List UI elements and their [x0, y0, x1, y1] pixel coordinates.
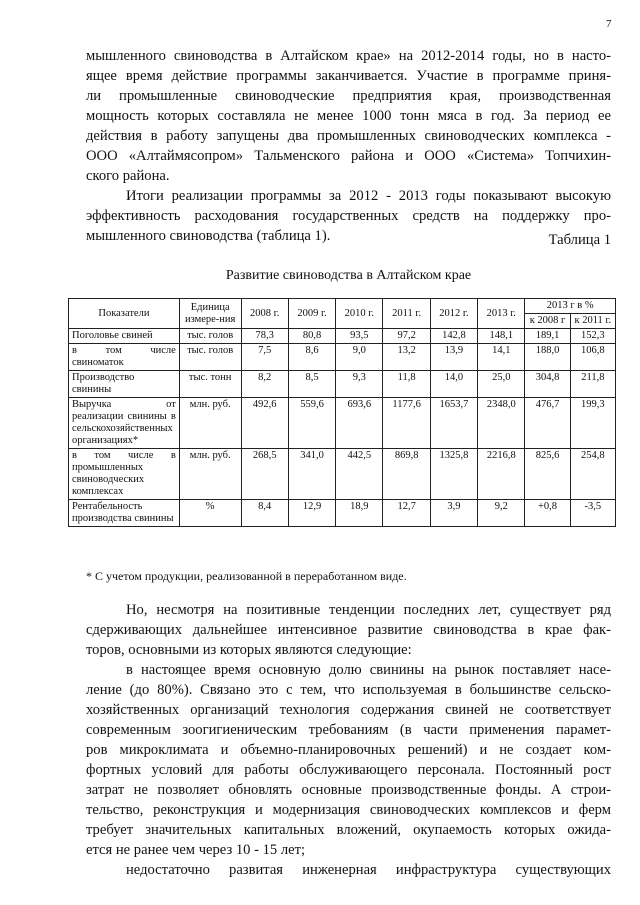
cell-value: 8,2	[241, 371, 288, 398]
row-unit: млн. руб.	[179, 449, 241, 500]
row-unit: млн. руб.	[179, 398, 241, 449]
cell-value: 304,8	[525, 371, 570, 398]
row-unit: тыс. тонн	[179, 371, 241, 398]
row-label: Выручка от реализации свинины в сельскохозяйственных организациях*	[69, 398, 180, 449]
cell-value: 12,9	[288, 500, 335, 527]
cell-value: 254,8	[570, 449, 615, 500]
header-year: 2010 г.	[336, 299, 383, 329]
cell-value: 11,8	[383, 371, 430, 398]
text-line: мышленного свиноводства (таблица 1).	[86, 228, 331, 244]
text-line: Итоги реализации программы за 2012 - 2013 годы показывают высокую	[126, 188, 611, 204]
cell-value: 8,6	[288, 344, 335, 371]
header-unit: Единица измере-ния	[179, 299, 241, 329]
cell-value: 1177,6	[383, 398, 430, 449]
row-label: Рентабельность производства свинины	[69, 500, 180, 527]
header-indicators: Показатели	[69, 299, 180, 329]
cell-value: 492,6	[241, 398, 288, 449]
cell-value: 189,1	[525, 329, 570, 344]
row-label: в том числе в промышленных свиноводческих комплексах	[69, 449, 180, 500]
cell-value: 1325,8	[430, 449, 477, 500]
cell-value: 199,3	[570, 398, 615, 449]
cell-value: 152,3	[570, 329, 615, 344]
text-line: в настоящее время основную долю свинины на рынок поставляет насе-	[126, 662, 611, 678]
table-row	[69, 449, 616, 500]
table-label: Таблица 1	[548, 232, 611, 248]
cell-value: 2348,0	[478, 398, 525, 449]
text-line: ящее время действие программы заканчивается. Участие в программе приня-	[86, 68, 611, 84]
row-label: Производство свинины	[69, 371, 180, 398]
table-row	[69, 371, 616, 398]
table-title: Развитие свиноводства в Алтайском крае	[225, 268, 472, 283]
cell-value: 9,3	[336, 371, 383, 398]
row-unit: тыс. голов	[179, 344, 241, 371]
table-footnote: * С учетом продукции, реализованной в переработанном виде.	[86, 569, 407, 583]
text-line: действия в работу запущены два промышленных свиноводческих комплекса -	[86, 128, 611, 144]
cell-value: 148,1	[478, 329, 525, 344]
cell-value: 9,2	[478, 500, 525, 527]
cell-value: 188,0	[525, 344, 570, 371]
cell-value: 3,9	[430, 500, 477, 527]
cell-value: 442,5	[336, 449, 383, 500]
text-line: хозяйственных организаций технология содержания свиней не соответствует	[86, 702, 611, 718]
cell-value: 7,5	[241, 344, 288, 371]
cell-value: 476,7	[525, 398, 570, 449]
row-unit: %	[179, 500, 241, 527]
cell-value: 8,5	[288, 371, 335, 398]
cell-value: 80,8	[288, 329, 335, 344]
text-line: тельство, реконструкция и модернизация свиноводческих комплексов и ферм	[86, 802, 611, 818]
text-line: мощность которых составляла не менее 1000 тонн мяса в год. За период ее	[86, 108, 611, 124]
table-row	[69, 500, 616, 527]
cell-value: 78,3	[241, 329, 288, 344]
cell-value: 97,2	[383, 329, 430, 344]
cell-value: 25,0	[478, 371, 525, 398]
header-year: 2009 г.	[288, 299, 335, 329]
cell-value: 142,8	[430, 329, 477, 344]
cell-value: 9,0	[336, 344, 383, 371]
header-year: 2011 г.	[383, 299, 430, 329]
text-line: ли промышленные свиноводческие предприятия края, производственная	[86, 88, 611, 104]
page-number: 7	[606, 18, 612, 30]
cell-value: 825,6	[525, 449, 570, 500]
cell-value: +0,8	[525, 500, 570, 527]
cell-value: 13,2	[383, 344, 430, 371]
text-line: Но, несмотря на позитивные тенденции последних лет, существует ряд	[126, 602, 611, 618]
table-row	[69, 329, 616, 344]
text-line: ров микроклимата и объемно-планировочных решений) и не создает ком-	[86, 742, 611, 758]
pig-farming-table	[68, 298, 616, 527]
cell-value: 18,9	[336, 500, 383, 527]
table-row	[69, 398, 616, 449]
text-line: фортных условий для работы обслуживающего персонала. Постоянный рост	[86, 762, 611, 778]
row-unit: тыс. голов	[179, 329, 241, 344]
text-line: современным зоогигиеническим требованиям (в части применения парамет-	[86, 722, 611, 738]
cell-value: 341,0	[288, 449, 335, 500]
table-row	[69, 344, 616, 371]
cell-value: -3,5	[570, 500, 615, 527]
row-label: Поголовье свиней	[69, 329, 180, 344]
text-line: мышленного свиноводства в Алтайском крае» на 2012-2014 годы, но в насто-	[86, 48, 611, 64]
cell-value: 693,6	[336, 398, 383, 449]
text-line: недостаточно развитая инженерная инфраструктура существующих	[126, 862, 611, 878]
header-pct-2008: к 2008 г	[525, 314, 570, 329]
text-line: затрат не позволяет обновлять основные производственные фонды. А строи-	[86, 782, 611, 798]
cell-value: 268,5	[241, 449, 288, 500]
text-line: требует значительных капитальных вложений, окупаемость которых ожида-	[86, 822, 611, 838]
intro-paragraph	[86, 46, 611, 186]
cell-value: 1653,7	[430, 398, 477, 449]
text-line: ется не ранее чем через 10 - 15 лет;	[86, 842, 306, 858]
text-line: ООО «Алтаймясопром» Тальменского района и ООО «Система» Топчихин-	[86, 148, 611, 164]
header-pct-2011: к 2011 г.	[570, 314, 615, 329]
cell-value: 2216,8	[478, 449, 525, 500]
text-line: эффективность расходования государственных средств на поддержку про-	[86, 208, 611, 224]
text-line: сдерживающих дальнейшее интенсивное развитие свиноводства в крае фак-	[86, 622, 611, 638]
header-year: 2008 г.	[241, 299, 288, 329]
cell-value: 559,6	[288, 398, 335, 449]
header-year: 2013 г.	[478, 299, 525, 329]
cell-value: 13,9	[430, 344, 477, 371]
table-body	[69, 329, 616, 527]
row-label: в том числе свиноматок	[69, 344, 180, 371]
body-paragraph	[86, 600, 611, 880]
cell-value: 869,8	[383, 449, 430, 500]
header-year: 2012 г.	[430, 299, 477, 329]
cell-value: 12,7	[383, 500, 430, 527]
cell-value: 14,1	[478, 344, 525, 371]
text-line: ление (до 80%). Связано это с тем, что используемая в большинстве сельско-	[86, 682, 611, 698]
cell-value: 14,0	[430, 371, 477, 398]
text-line: торов, основными из которых являются следующие:	[86, 642, 412, 658]
cell-value: 211,8	[570, 371, 615, 398]
cell-value: 93,5	[336, 329, 383, 344]
header-pct-group: 2013 г в %	[525, 299, 616, 314]
table-header-row	[69, 299, 616, 314]
cell-value: 106,8	[570, 344, 615, 371]
cell-value: 8,4	[241, 500, 288, 527]
text-line: ского района.	[86, 168, 170, 184]
